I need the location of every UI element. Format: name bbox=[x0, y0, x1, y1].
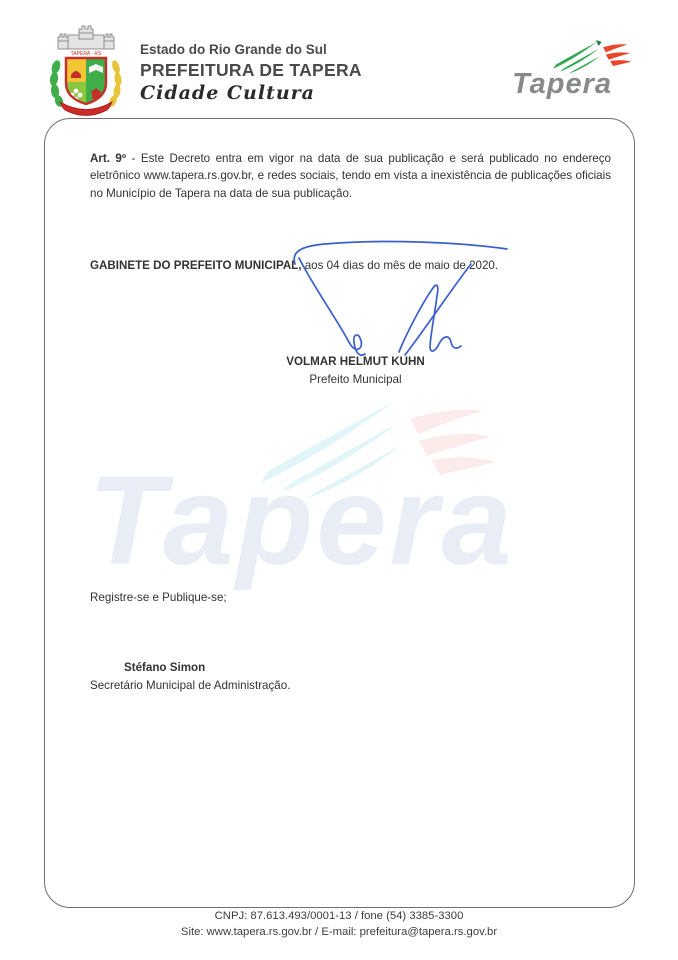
secretary-name: Stéfano Simon bbox=[124, 661, 206, 674]
gabinete-caps: GABINETE DO PREFEITO MUNICIPAL, bbox=[90, 259, 302, 272]
crest-caption: TAPERA - RS bbox=[70, 51, 102, 57]
letterhead bbox=[140, 42, 362, 104]
tapera-coat-of-arms-icon bbox=[46, 25, 126, 117]
article-label: Art. 9º bbox=[90, 152, 127, 165]
secretary-title: Secretário Municipal de Administração. bbox=[90, 679, 291, 692]
letterhead-org: PREFEITURA DE TAPERA bbox=[140, 59, 362, 80]
handwritten-signature-icon bbox=[283, 230, 518, 365]
register-publish-line: Registre-se e Publique-se; bbox=[90, 591, 227, 604]
mayor-name: VOLMAR HELMUT KUHN bbox=[286, 355, 425, 368]
mayor-title: Prefeito Municipal bbox=[309, 373, 402, 386]
footer-site-email: Site: www.tapera.rs.gov.br / E-mail: prefeitura@tapera.rs.gov.br bbox=[180, 926, 498, 938]
watermark-word: Tapera bbox=[88, 450, 515, 591]
footer-cnpj-phone: CNPJ: 87.613.493/0001-13 / fone (54) 3385-3300 bbox=[214, 910, 464, 922]
footer-contact bbox=[0, 908, 678, 940]
gabinete-date: aos 04 dias do mês de maio de 2020. bbox=[301, 259, 499, 272]
letterhead-slogan: Cidade Cultura bbox=[140, 81, 315, 104]
article-9-paragraph bbox=[90, 150, 611, 202]
tapera-logo-word: Tapera bbox=[512, 68, 613, 100]
tapera-logo bbox=[512, 36, 652, 100]
article-text: - Este Decreto entra em vigor na data de sua publicação e será publicado no endereço eletrônico www.tapera.rs.gov.br, e redes sociais, tendo em vista a inexistência de publicações oficiais no Município de Tapera na data de sua publicação. bbox=[90, 152, 611, 200]
secretary-signature-block bbox=[90, 659, 290, 695]
letterhead-state: Estado do Rio Grande do Sul bbox=[140, 42, 327, 57]
